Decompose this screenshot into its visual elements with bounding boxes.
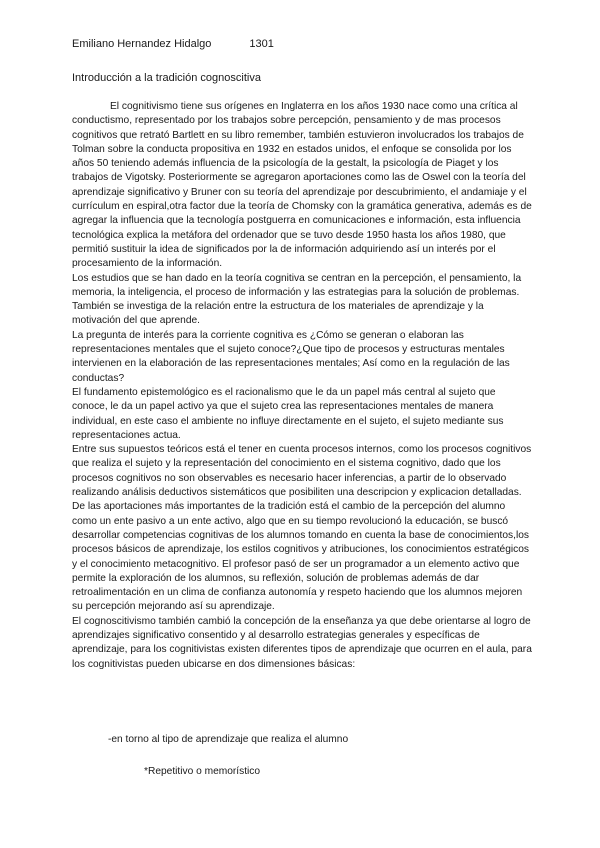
paragraph: Entre sus supuestos teóricos está el tener en cuenta procesos internos, como los procesos cognitivos que realiza el sujeto y la representación del conocimiento en el sistema cognitivo, dado que los procesos cognitivos no son observables es necesario hacer inferencias, a partir de lo observado realizando análisis deductivos sistemáticos que posibiliten una descripcion y explicacion detalladas.	[72, 444, 532, 499]
paragraph: El cognitivismo tiene sus orígenes en Inglaterra en los años 1930 nace como una crítica al conductismo, representado por los trabajos sobre percepción, pensamiento y de mas procesos cognitivos que retrató Bartlett en su libro remember, también estuvieron involucrados los trabajos de Tolman sobre la conducta propositiva en 1932 en estados unidos, el enfoque se consolida por los años 50 teniendo además influencia de la psicología de la gestalt, la psicología de Piaget y los trabajos de Vigotsky. Posteriormente se agregaron aportaciones como las de Oswel con la teoría del aprendizaje significativo y Bruner con su teoría del aprendizaje por descubrimiento, el andamiaje y el currículum en espiral,otra factor due la teoría de Chomsky con la gramática generativa, además es de agregar la influencia que la tecnología postguerra en comunicaciones e información, esta influencia tecnológica explica la metáfora del ordenador que se tuvo desde 1950 hasta los años 1980, que permitió sustituir la idea de significados por la de información adquiriendo así un interés por el procesamiento de la información.	[72, 101, 532, 270]
document-body	[72, 100, 532, 672]
paragraph: De las aportaciones más importantes de la tradición está el cambio de la percepción del alumno como un ente pasivo a un ente activo, algo que en su tiempo revolucionó la educación, se buscó desarrollar competencias cognitivas de los alumnos tomando en cuenta la base de conocimientos,los procesos básicos de aprendizaje, los estilos cognitivos y atribuciones, los conocimientos estratégicos y el conocimiento metacognitivo. El profesor pasó de ser un programador a un elemento activo que permite la exploración de los alumnos, su reflexión, solución de problemas además de dar retroalimentación en un clima de confianza autonomía y respeto haciendo que los alumnos mejoren su percepción mejorando así su aprendizaje.	[72, 501, 529, 613]
list-item: -en torno al tipo de aprendizaje que realiza el alumno	[108, 734, 349, 745]
paragraph: La pregunta de interés para la corriente cognitiva es ¿Cómo se generan o elaboran las representaciones mentales que el sujeto conoce?¿Que tipo de procesos y estructuras mentales intervienen en la elaboración de las representaciones mentales; Así como en la regulación de las conductas?	[72, 329, 510, 384]
paragraph: El fundamento epistemológico es el racionalismo que le da un papel más central al sujeto que conoce, le da un papel activo ya que el sujeto crea las representaciones mentales de manera individual, en este caso el ambiente no influye directamente en el sujeto, el sujeto mediante sus representaciones actua.	[72, 386, 504, 441]
student-code: 1301	[249, 38, 274, 50]
paragraph: Los estudios que se han dado en la teoría cognitiva se centran en la percepción, el pensamiento, la memoria, la inteligencia, el proceso de información y las estrategias para la solución de problemas. También se investiga de la relación entre la estructura de los materiales de aprendizaje y la motivación del que aprende.	[72, 272, 522, 327]
document-subtitle: Introducción a la tradición cognoscitiva	[72, 72, 261, 84]
paragraph: El cognoscitivismo también cambió la concepción de la enseñanza ya que debe orientarse al logro de aprendizajes significativo consentido y al desarrollo estrategias generales y específicas de aprendizaje, para los cognitivistas existen diferentes tipos de aprendizaje que ocurren en el aula, para los cognitivistas pueden ubicarse en dos dimensiones básicas:	[72, 615, 532, 670]
document-header	[72, 38, 274, 50]
list-item: *Repetitivo o memorístico	[144, 766, 261, 777]
author-name: Emiliano Hernandez Hidalgo	[72, 38, 212, 50]
